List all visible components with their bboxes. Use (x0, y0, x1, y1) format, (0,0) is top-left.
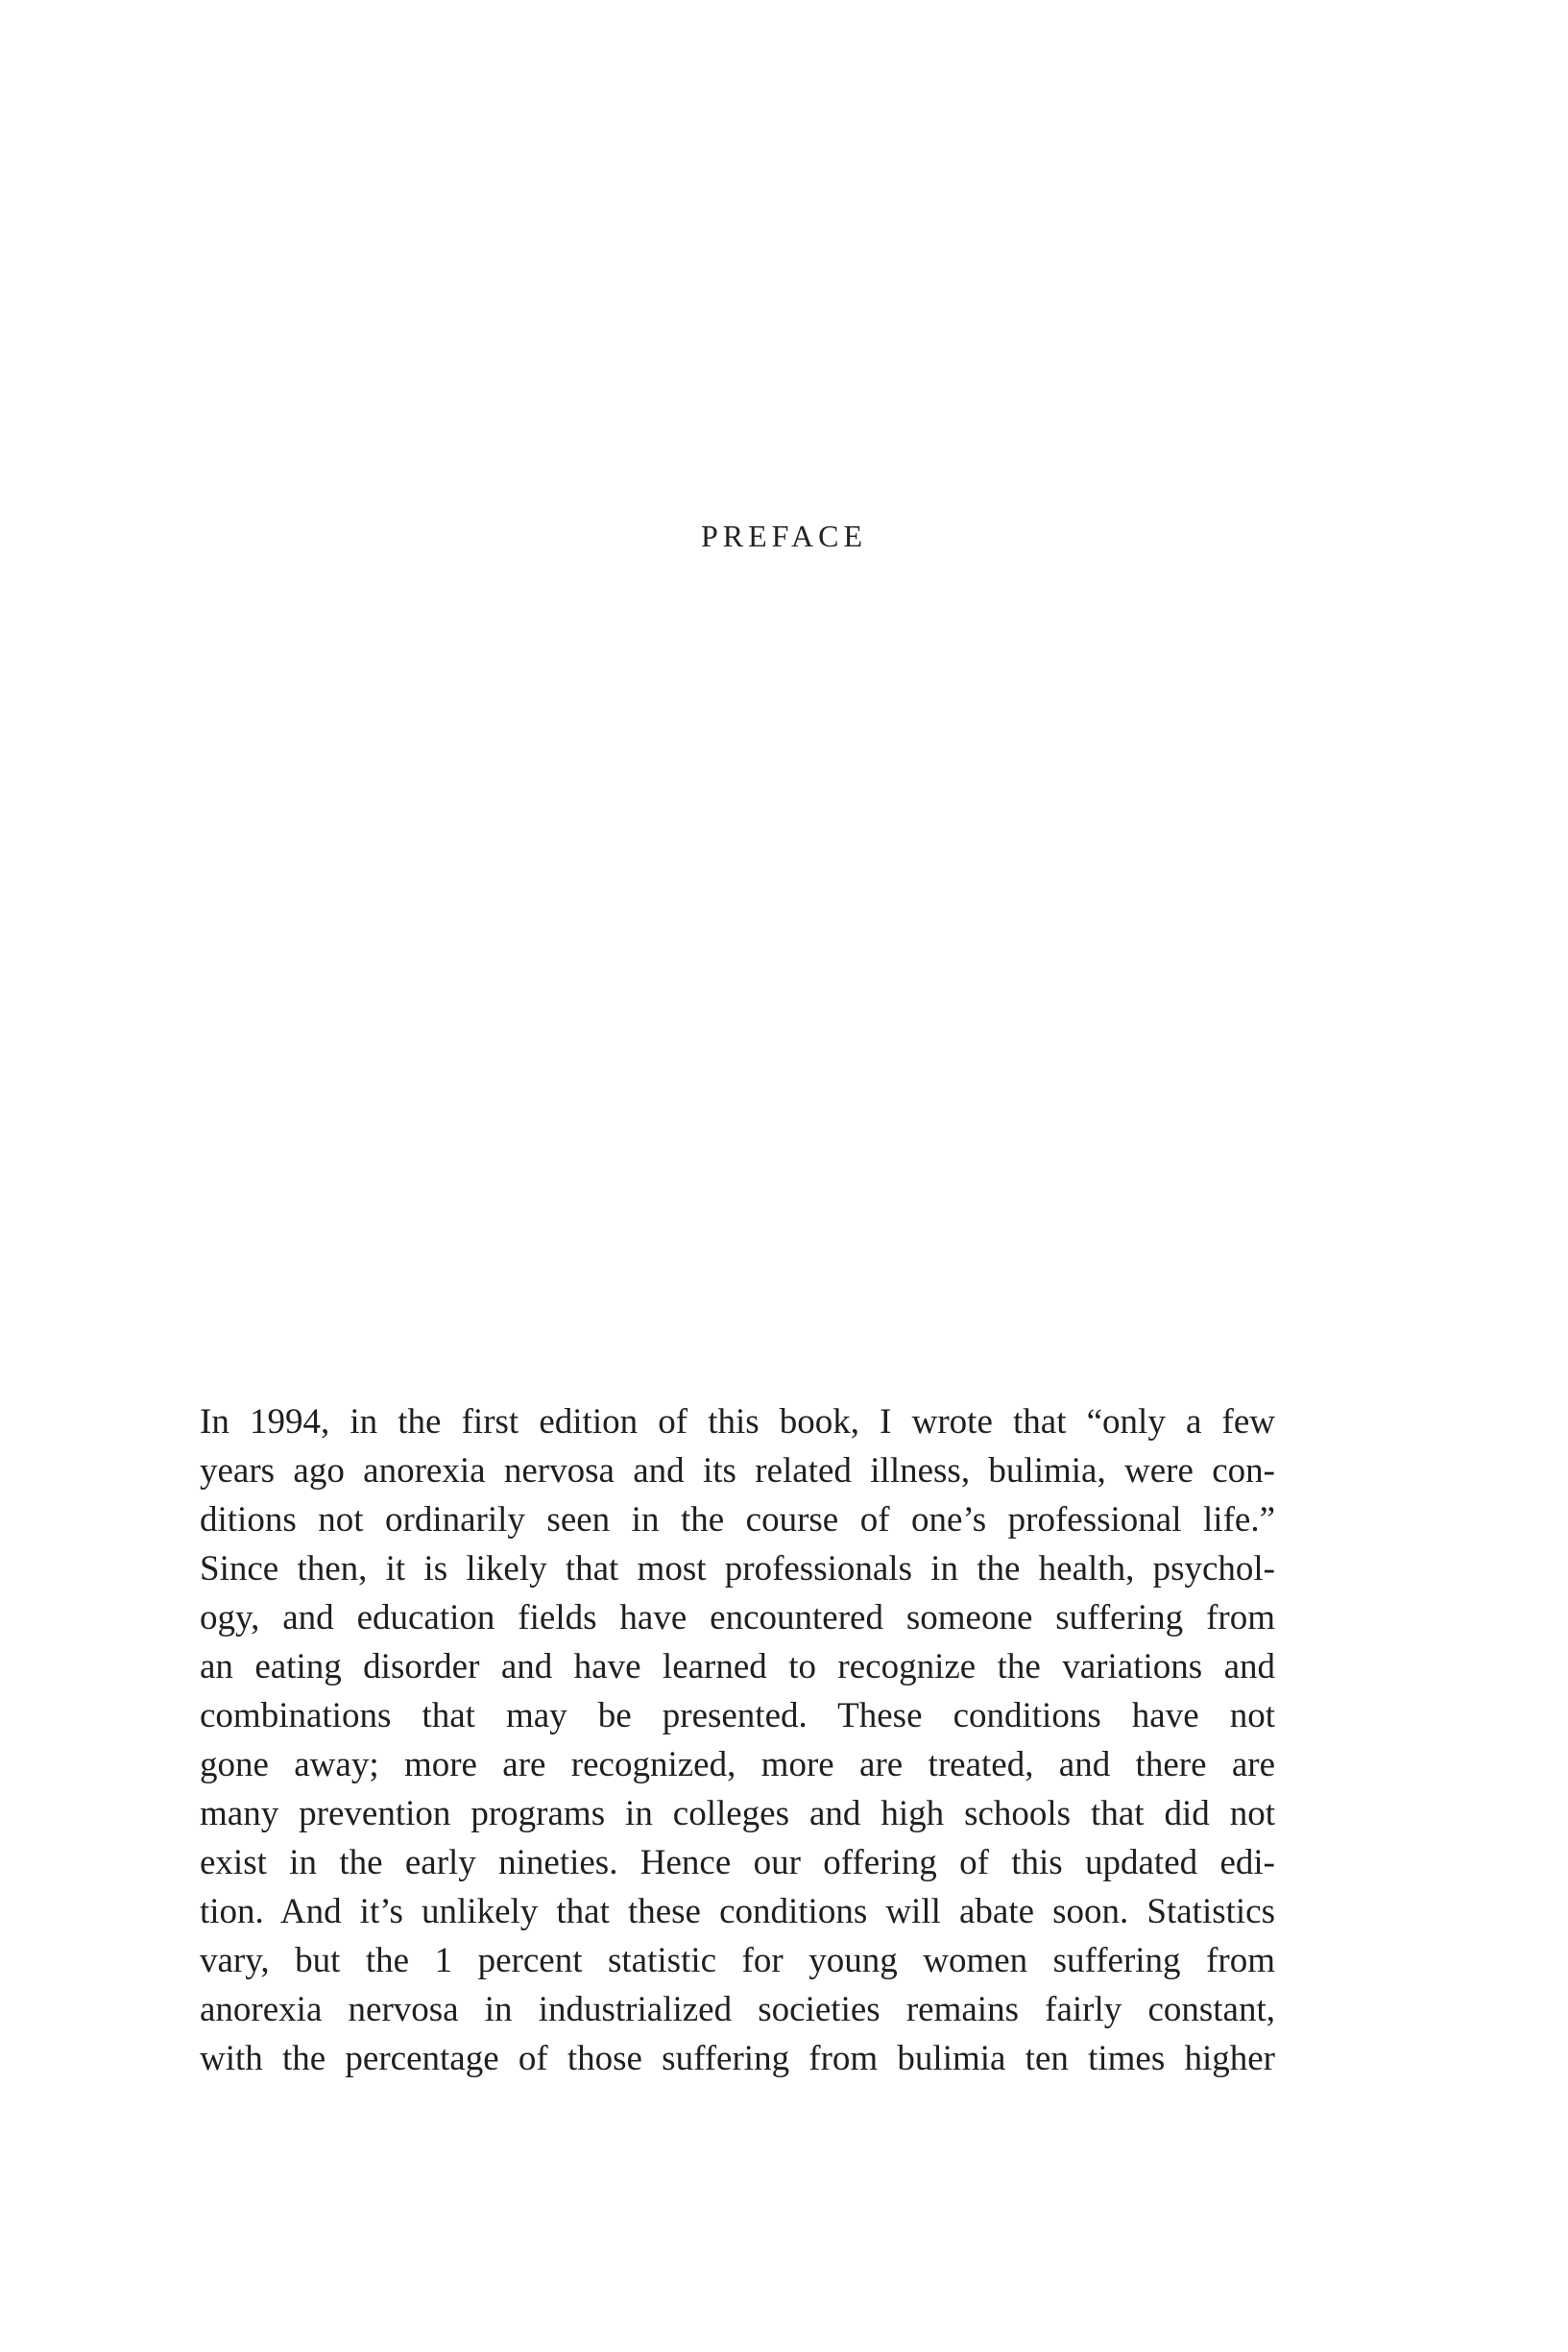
preface-paragraph (200, 1397, 1275, 2083)
paragraph-line: years ago anorexia nervosa and its related illness, bulimia, were con- (200, 1451, 1275, 1491)
paragraph-line: exist in the early nineties. Hence our offering of this updated edi- (200, 1843, 1275, 1882)
paragraph-line: ogy, and education fields have encountered someone suffering from (200, 1598, 1275, 1637)
paragraph-line: anorexia nervosa in industrialized societies remains fairly constant, (200, 1990, 1275, 2029)
paragraph-line: tion. And it’s unlikely that these conditions will abate soon. Statistics (200, 1892, 1275, 1931)
paragraph-line: In 1994, in the first edition of this book, I wrote that “only a few (200, 1402, 1275, 1442)
paragraph-line: an eating disorder and have learned to recognize the variations and (200, 1647, 1275, 1686)
paragraph-line: ditions not ordinarily seen in the course of one’s professional life.” (200, 1500, 1275, 1540)
chapter-heading: PREFACE (700, 519, 868, 553)
paragraph-line: many prevention programs in colleges and high schools that did not (200, 1794, 1275, 1833)
paragraph-line: Since then, it is likely that most professionals in the health, psychol- (200, 1549, 1275, 1588)
paragraph-line: vary, but the 1 percent statistic for young women suffering from (200, 1941, 1275, 1980)
paragraph-line: combinations that may be presented. These conditions have not (200, 1696, 1275, 1735)
paragraph-line: gone away; more are recognized, more are treated, and there are (200, 1745, 1275, 1784)
paragraph-line: with the percentage of those suffering from bulimia ten times higher (200, 2039, 1275, 2078)
